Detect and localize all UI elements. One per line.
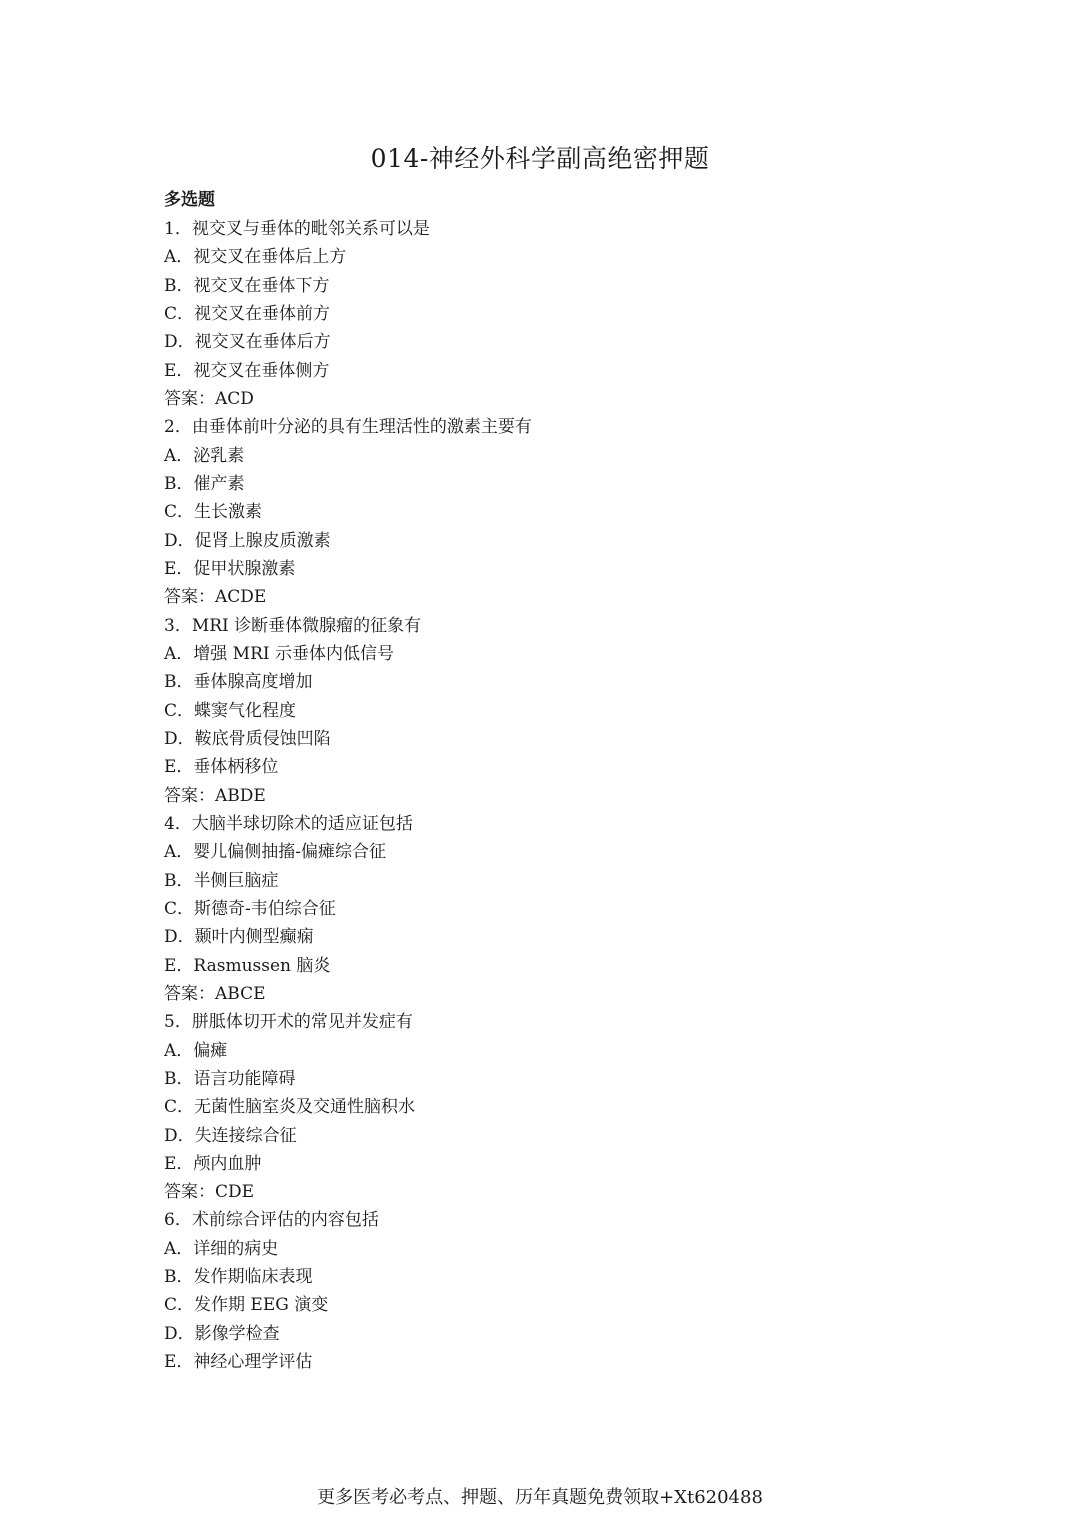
answer-option: A．详细的病史 xyxy=(164,1238,279,1259)
answer-option: A．泌乳素 xyxy=(164,445,245,466)
question-stem: 6．术前综合评估的内容包括 xyxy=(164,1210,379,1231)
answer-option: E．视交叉在垂体侧方 xyxy=(164,360,330,381)
answer-key: 答案：ACD xyxy=(164,388,254,409)
question-stem: 2．由垂体前叶分泌的具有生理活性的激素主要有 xyxy=(164,417,532,438)
answer-key: 答案：ACDE xyxy=(164,587,267,608)
question-stem: 1．视交叉与垂体的毗邻关系可以是 xyxy=(164,219,430,239)
answer-option: D．颞叶内侧型癫痫 xyxy=(164,927,314,948)
answer-option: A．增强 MRI 示垂体内低信号 xyxy=(164,643,395,664)
answer-option: B．半侧巨脑症 xyxy=(164,870,279,891)
answer-key: 答案：CDE xyxy=(164,1182,255,1203)
question-block xyxy=(164,612,964,810)
answer-option: E．神经心理学评估 xyxy=(164,1352,313,1373)
answer-option: D．视交叉在垂体后方 xyxy=(164,332,331,353)
question-block xyxy=(164,810,964,1008)
answer-option: C．生长激素 xyxy=(164,502,263,523)
answer-option: A．视交叉在垂体后上方 xyxy=(164,247,347,268)
answer-option: D．失连接综合征 xyxy=(164,1125,297,1146)
answer-option: C．无菌性脑室炎及交通性脑积水 xyxy=(164,1097,416,1118)
question-block xyxy=(164,413,964,611)
answer-option: C．斯德奇-韦伯综合征 xyxy=(164,898,336,919)
answer-option: A．偏瘫 xyxy=(164,1040,228,1061)
answer-key: 答案：ABDE xyxy=(164,785,266,806)
answer-option: D．促肾上腺皮质激素 xyxy=(164,530,331,551)
answer-option: B．发作期临床表现 xyxy=(164,1267,313,1288)
question-block xyxy=(164,1008,964,1206)
question-stem: 5．胼胝体切开术的常见并发症有 xyxy=(164,1012,413,1033)
answer-option: C．视交叉在垂体前方 xyxy=(164,303,331,324)
page-title: 014-神经外科学副高绝密押题 xyxy=(370,144,710,173)
footer-note: 更多医考必考点、押题、历年真题免费领取+Xt620488 xyxy=(317,1487,763,1508)
answer-option: B．语言功能障碍 xyxy=(164,1068,296,1089)
answer-option: E．垂体柄移位 xyxy=(164,757,279,778)
answer-option: B．垂体腺高度增加 xyxy=(164,672,313,693)
question-stem: 4．大脑半球切除术的适应证包括 xyxy=(164,813,413,834)
question-stem: 3．MRI 诊断垂体微腺瘤的征象有 xyxy=(164,615,422,636)
answer-option: A．婴儿偏侧抽搐-偏瘫综合征 xyxy=(164,842,387,863)
answer-option: E．颅内血肿 xyxy=(164,1153,262,1174)
answer-option: D．影像学检查 xyxy=(164,1323,280,1344)
answer-option: C．发作期 EEG 演变 xyxy=(164,1295,329,1316)
answer-option: E．Rasmussen 脑炎 xyxy=(164,955,331,976)
answer-option: D．鞍底骨质侵蚀凹陷 xyxy=(164,728,331,749)
answer-key: 答案：ABCE xyxy=(164,983,266,1004)
question-list xyxy=(164,215,964,1376)
answer-option: E．促甲状腺激素 xyxy=(164,558,296,579)
section-heading: 多选题 xyxy=(164,190,215,210)
answer-option: B．催产素 xyxy=(164,473,245,494)
question-block xyxy=(164,1206,964,1376)
answer-option: C．蝶窦气化程度 xyxy=(164,700,297,721)
question-block xyxy=(164,215,964,413)
answer-option: B．视交叉在垂体下方 xyxy=(164,275,330,296)
